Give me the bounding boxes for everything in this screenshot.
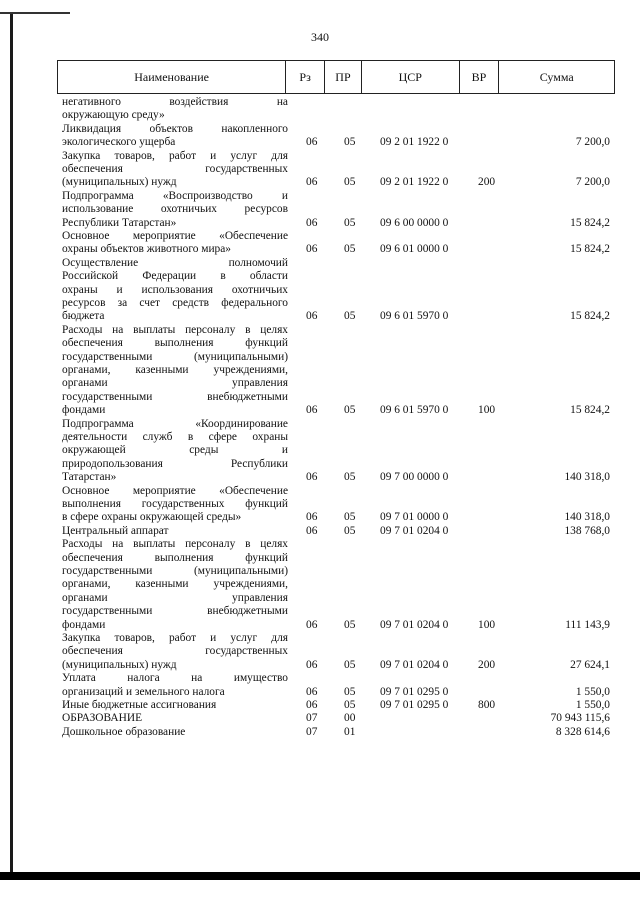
table-row (0, 324, 640, 418)
table-row (0, 257, 640, 324)
row-name-line: органами управления (62, 591, 288, 604)
row-pr: 05 (344, 216, 356, 229)
row-vr: 200 (478, 176, 496, 189)
row-name-line: выполнения государственных функций (62, 497, 288, 510)
row-csr: 09 2 01 1922 0 (380, 176, 449, 189)
row-pr: 05 (344, 136, 356, 149)
row-name-line: деятельности служб в сфере охраны (62, 430, 288, 443)
row-pr: 05 (344, 618, 356, 631)
row-rz: 06 (306, 618, 318, 631)
table-row (0, 632, 640, 672)
table-body (0, 96, 640, 739)
row-name-line: государственными внебюджетными (62, 605, 288, 618)
row-name-line: окружающей среды и (62, 444, 288, 457)
row-sum: 27 624,1 (570, 658, 610, 671)
row-name (62, 230, 288, 257)
scan-edge-bottom (0, 872, 640, 880)
table-row (0, 230, 640, 257)
row-name (62, 418, 288, 485)
row-name (62, 632, 288, 672)
row-sum: 15 824,2 (570, 310, 610, 323)
row-name-line: Осуществление полномочий (62, 256, 288, 269)
table-row (0, 699, 640, 712)
row-sum: 1 550,0 (575, 698, 610, 711)
row-pr: 05 (344, 471, 356, 484)
table-row (0, 190, 640, 230)
row-vr: 200 (478, 658, 496, 671)
row-pr: 05 (344, 685, 356, 698)
row-vr: 100 (478, 618, 496, 631)
row-sum: 70 943 115,6 (550, 712, 610, 725)
row-rz: 06 (306, 176, 318, 189)
row-name (62, 150, 288, 190)
row-csr: 09 6 01 0000 0 (380, 243, 449, 256)
header-pr: ПР (325, 61, 362, 93)
row-name-line: негативного воздействия на (62, 96, 288, 108)
row-name-line: Центральный аппарат (62, 524, 169, 537)
row-pr: 05 (344, 511, 356, 524)
row-name-line: органами управления (62, 377, 288, 390)
row-sum: 140 318,0 (564, 471, 610, 484)
table-row (0, 96, 640, 123)
row-name-line: Республики Татарстан» (62, 216, 177, 229)
row-pr: 01 (344, 725, 356, 738)
row-sum: 15 824,2 (570, 243, 610, 256)
row-sum: 140 318,0 (564, 511, 610, 524)
row-name (62, 699, 288, 712)
row-rz: 07 (306, 725, 318, 738)
row-rz: 06 (306, 698, 318, 711)
row-csr: 09 6 01 5970 0 (380, 404, 449, 417)
row-rz: 06 (306, 471, 318, 484)
table-row (0, 672, 640, 699)
row-csr: 09 2 01 1922 0 (380, 136, 449, 149)
row-pr: 00 (344, 712, 356, 725)
row-rz: 06 (306, 658, 318, 671)
row-rz: 06 (306, 136, 318, 149)
row-name-line: Основное мероприятие «Обеспечение (62, 484, 288, 497)
row-name-line: в сфере охраны окружающей среды» (62, 511, 242, 524)
row-pr: 05 (344, 243, 356, 256)
row-name-line: Закупка товаров, работ и услуг для (62, 631, 288, 644)
row-name-line: Расходы на выплаты персоналу в целях (62, 538, 288, 551)
row-name-line: Ликвидация объектов накопленного (62, 122, 288, 135)
row-name-line: организаций и земельного налога (62, 685, 225, 698)
row-csr: 09 6 00 0000 0 (380, 216, 449, 229)
row-name-line: природопользования Республики (62, 457, 288, 470)
row-sum: 138 768,0 (564, 524, 610, 537)
row-csr: 09 6 01 5970 0 (380, 310, 449, 323)
row-name-line: Основное мероприятие «Обеспечение (62, 229, 288, 242)
header-name: Наименование (58, 61, 286, 93)
row-name (62, 123, 288, 150)
row-pr: 05 (344, 698, 356, 711)
row-rz: 07 (306, 712, 318, 725)
row-pr: 05 (344, 404, 356, 417)
header-sum: Сумма (539, 69, 574, 84)
row-rz: 06 (306, 685, 318, 698)
row-name-line: обеспечения выполнения функций (62, 551, 288, 564)
row-rz: 06 (306, 404, 318, 417)
row-name-line: Подпрограмма «Координирование (62, 417, 288, 430)
row-pr: 05 (344, 310, 356, 323)
row-name-line: Иные бюджетные ассигнования (62, 698, 217, 711)
row-name-line: Дошкольное образование (62, 725, 186, 738)
row-rz: 06 (306, 216, 318, 229)
row-pr: 05 (344, 524, 356, 537)
row-rz: 06 (306, 310, 318, 323)
row-csr: 09 7 01 0295 0 (380, 698, 449, 711)
row-name (62, 726, 288, 739)
row-name-line: Татарстан» (62, 471, 117, 484)
table-header (57, 60, 615, 94)
row-name-line: органами, казенными учреждениями, (62, 578, 288, 591)
row-rz: 06 (306, 243, 318, 256)
table-row (0, 150, 640, 190)
row-name-line: Российской Федерации в области (62, 270, 288, 283)
row-name (62, 672, 288, 699)
row-rz: 06 (306, 511, 318, 524)
row-pr: 05 (344, 176, 356, 189)
row-sum: 1 550,0 (575, 685, 610, 698)
row-name (62, 96, 288, 123)
page-number: 340 (311, 30, 329, 44)
header-vr: ВР (460, 61, 500, 93)
row-csr: 09 7 01 0204 0 (380, 658, 449, 671)
table-row (0, 418, 640, 485)
table-row (0, 538, 640, 632)
row-name (62, 257, 288, 324)
row-name-line: обеспечения государственных (62, 163, 288, 175)
row-name-line: Уплата налога на имущество (62, 672, 288, 685)
row-name-line: государственными (муниципальными) (62, 564, 288, 577)
row-name-line: (муниципальных) нужд (62, 176, 177, 189)
header-rz: Рз (286, 61, 325, 93)
row-name-line: Расходы на выплаты персоналу в целях (62, 323, 288, 336)
row-pr: 05 (344, 658, 356, 671)
row-csr: 09 7 01 0000 0 (380, 511, 449, 524)
row-name-line: ОБРАЗОВАНИЕ (62, 712, 143, 725)
row-vr: 100 (478, 404, 496, 417)
header-csr: ЦСР (362, 61, 460, 93)
row-csr: 09 7 01 0295 0 (380, 685, 449, 698)
row-name-line: бюджета (62, 310, 105, 323)
row-sum: 8 328 614,6 (555, 725, 610, 738)
row-name-line: использование охотничьих ресурсов (62, 203, 288, 216)
row-csr: 09 7 00 0000 0 (380, 471, 449, 484)
row-sum: 111 143,9 (565, 618, 610, 631)
row-sum: 7 200,0 (575, 176, 610, 189)
row-csr: 09 7 01 0204 0 (380, 524, 449, 537)
row-sum: 7 200,0 (575, 136, 610, 149)
row-name-line: фондами (62, 404, 106, 417)
row-name (62, 324, 288, 418)
row-name-line: экологического ущерба (62, 136, 176, 149)
table-row (0, 123, 640, 150)
row-name-line: ресурсов за счет средств федерального (62, 296, 288, 309)
row-name-line: Подпрограмма «Воспроизводство и (62, 189, 288, 202)
row-name-line: органами, казенными учреждениями, (62, 363, 288, 376)
row-rz: 06 (306, 524, 318, 537)
table-row (0, 726, 640, 739)
row-name-line: фондами (62, 618, 106, 631)
table-row (0, 525, 640, 538)
row-name (62, 525, 288, 538)
table-row (0, 485, 640, 525)
row-name-line: обеспечения государственных (62, 645, 288, 658)
row-name (62, 712, 288, 725)
row-vr: 800 (478, 698, 496, 711)
row-sum: 15 824,2 (570, 404, 610, 417)
row-name (62, 485, 288, 525)
row-csr: 09 7 01 0204 0 (380, 618, 449, 631)
row-name-line: (муниципальных) нужд (62, 658, 177, 671)
row-name-line: охраны объектов животного мира» (62, 243, 232, 256)
row-name-line: Закупка товаров, работ и услуг для (62, 149, 288, 162)
table-row (0, 712, 640, 725)
row-name-line: окружающую среду» (62, 109, 165, 122)
row-name (62, 190, 288, 230)
row-name (62, 538, 288, 632)
row-name-line: обеспечения выполнения функций (62, 337, 288, 350)
row-name-line: государственными внебюджетными (62, 390, 288, 403)
row-name-line: охраны и использования охотничьих (62, 283, 288, 296)
row-sum: 15 824,2 (570, 216, 610, 229)
row-name-line: государственными (муниципальными) (62, 350, 288, 363)
